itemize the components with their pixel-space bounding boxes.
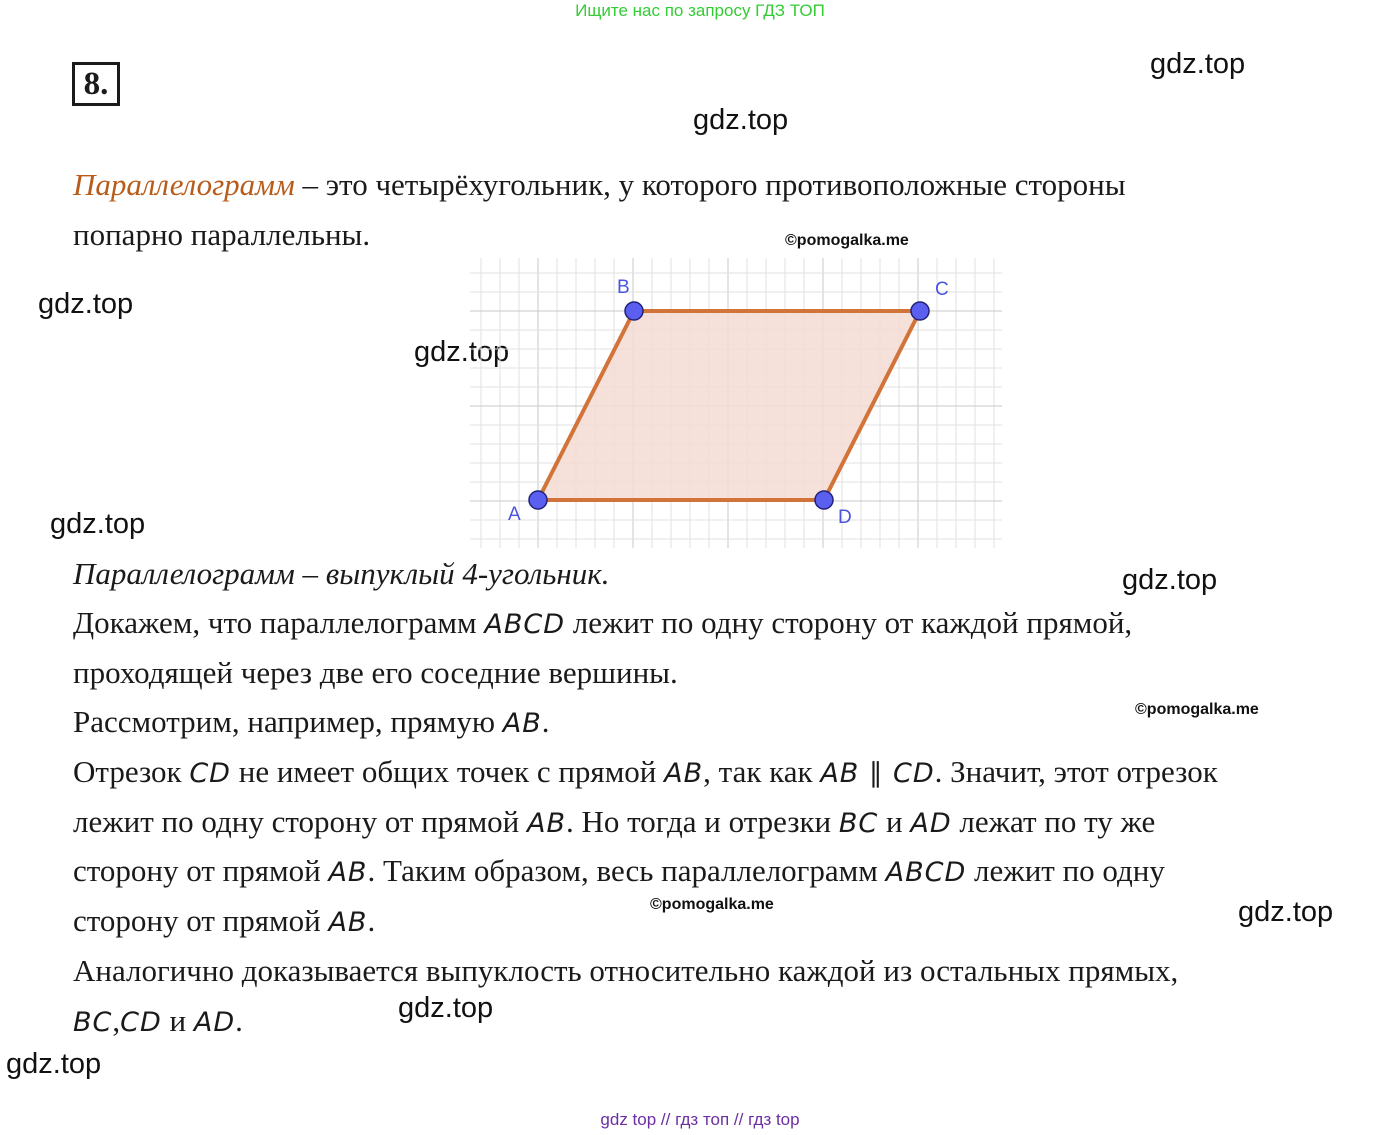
proof-line-1: Докажем, что параллелограмм ABCD лежит по одну сторону от каждой прямой, [73, 605, 1133, 640]
copyright-mark: ©pomogalka.me [650, 896, 774, 913]
definition-term: Параллелограмм [73, 167, 295, 202]
watermark: gdz.top [1150, 48, 1246, 80]
top-banner: Ищите нас по запросу ГДЗ ТОП [575, 1, 825, 20]
proof-line-7: сторону от прямой AB. [73, 903, 376, 938]
copyright-mark: ©pomogalka.me [1135, 701, 1259, 718]
vertex-label-c: C [935, 279, 949, 300]
watermark: gdz.top [398, 992, 494, 1024]
vertex-point-b [625, 302, 643, 320]
vertex-label-b: B [617, 277, 630, 298]
vertex-label-a: A [508, 504, 521, 525]
proof-line-6: сторону от прямой AB. Таким образом, весь параллелограмм ABCD лежит по одну [73, 853, 1165, 888]
definition-line-2: попарно параллельны. [73, 217, 371, 252]
claim: Параллелограмм – выпуклый 4-угольник. [73, 556, 610, 591]
footer: gdz top // гдз топ // гдз top [600, 1110, 800, 1129]
vertex-label-d: D [838, 507, 852, 528]
watermark: gdz.top [1122, 564, 1218, 596]
definition-line-1: Параллелограмм – это четырёхугольник, у которого противоположные стороны [73, 167, 1126, 202]
proof-line-2: проходящей через две его соседние вершины. [73, 655, 678, 690]
proof-line-5: лежит по одну сторону от прямой AB. Но тогда и отрезки BC и AD лежат по ту же [73, 804, 1156, 839]
watermark: gdz.top [38, 288, 134, 320]
proof-line-8: Аналогично доказывается выпуклость относительно каждой из остальных прямых, [73, 953, 1179, 988]
copyright-mark: ©pomogalka.me [785, 232, 909, 249]
watermark: gdz.top [693, 104, 789, 136]
vertex-point-d [815, 491, 833, 509]
watermark: gdz.top [6, 1048, 102, 1080]
proof-line-4: Отрезок CD не имеет общих точек с прямой AB, так как AB ∥ CD. Значит, этот отрезок [73, 754, 1218, 789]
watermark: gdz.top [50, 508, 146, 540]
vertex-point-c [911, 302, 929, 320]
proof-line-9: BC,CD и AD. [73, 1003, 243, 1038]
vertex-point-a [529, 491, 547, 509]
task-number: 8. [72, 62, 120, 106]
proof-line-3: Рассмотрим, например, прямую AB. [73, 704, 550, 739]
parallelogram-figure [470, 258, 1002, 548]
watermark: gdz.top [1238, 896, 1334, 928]
watermark: gdz.top [414, 336, 510, 368]
